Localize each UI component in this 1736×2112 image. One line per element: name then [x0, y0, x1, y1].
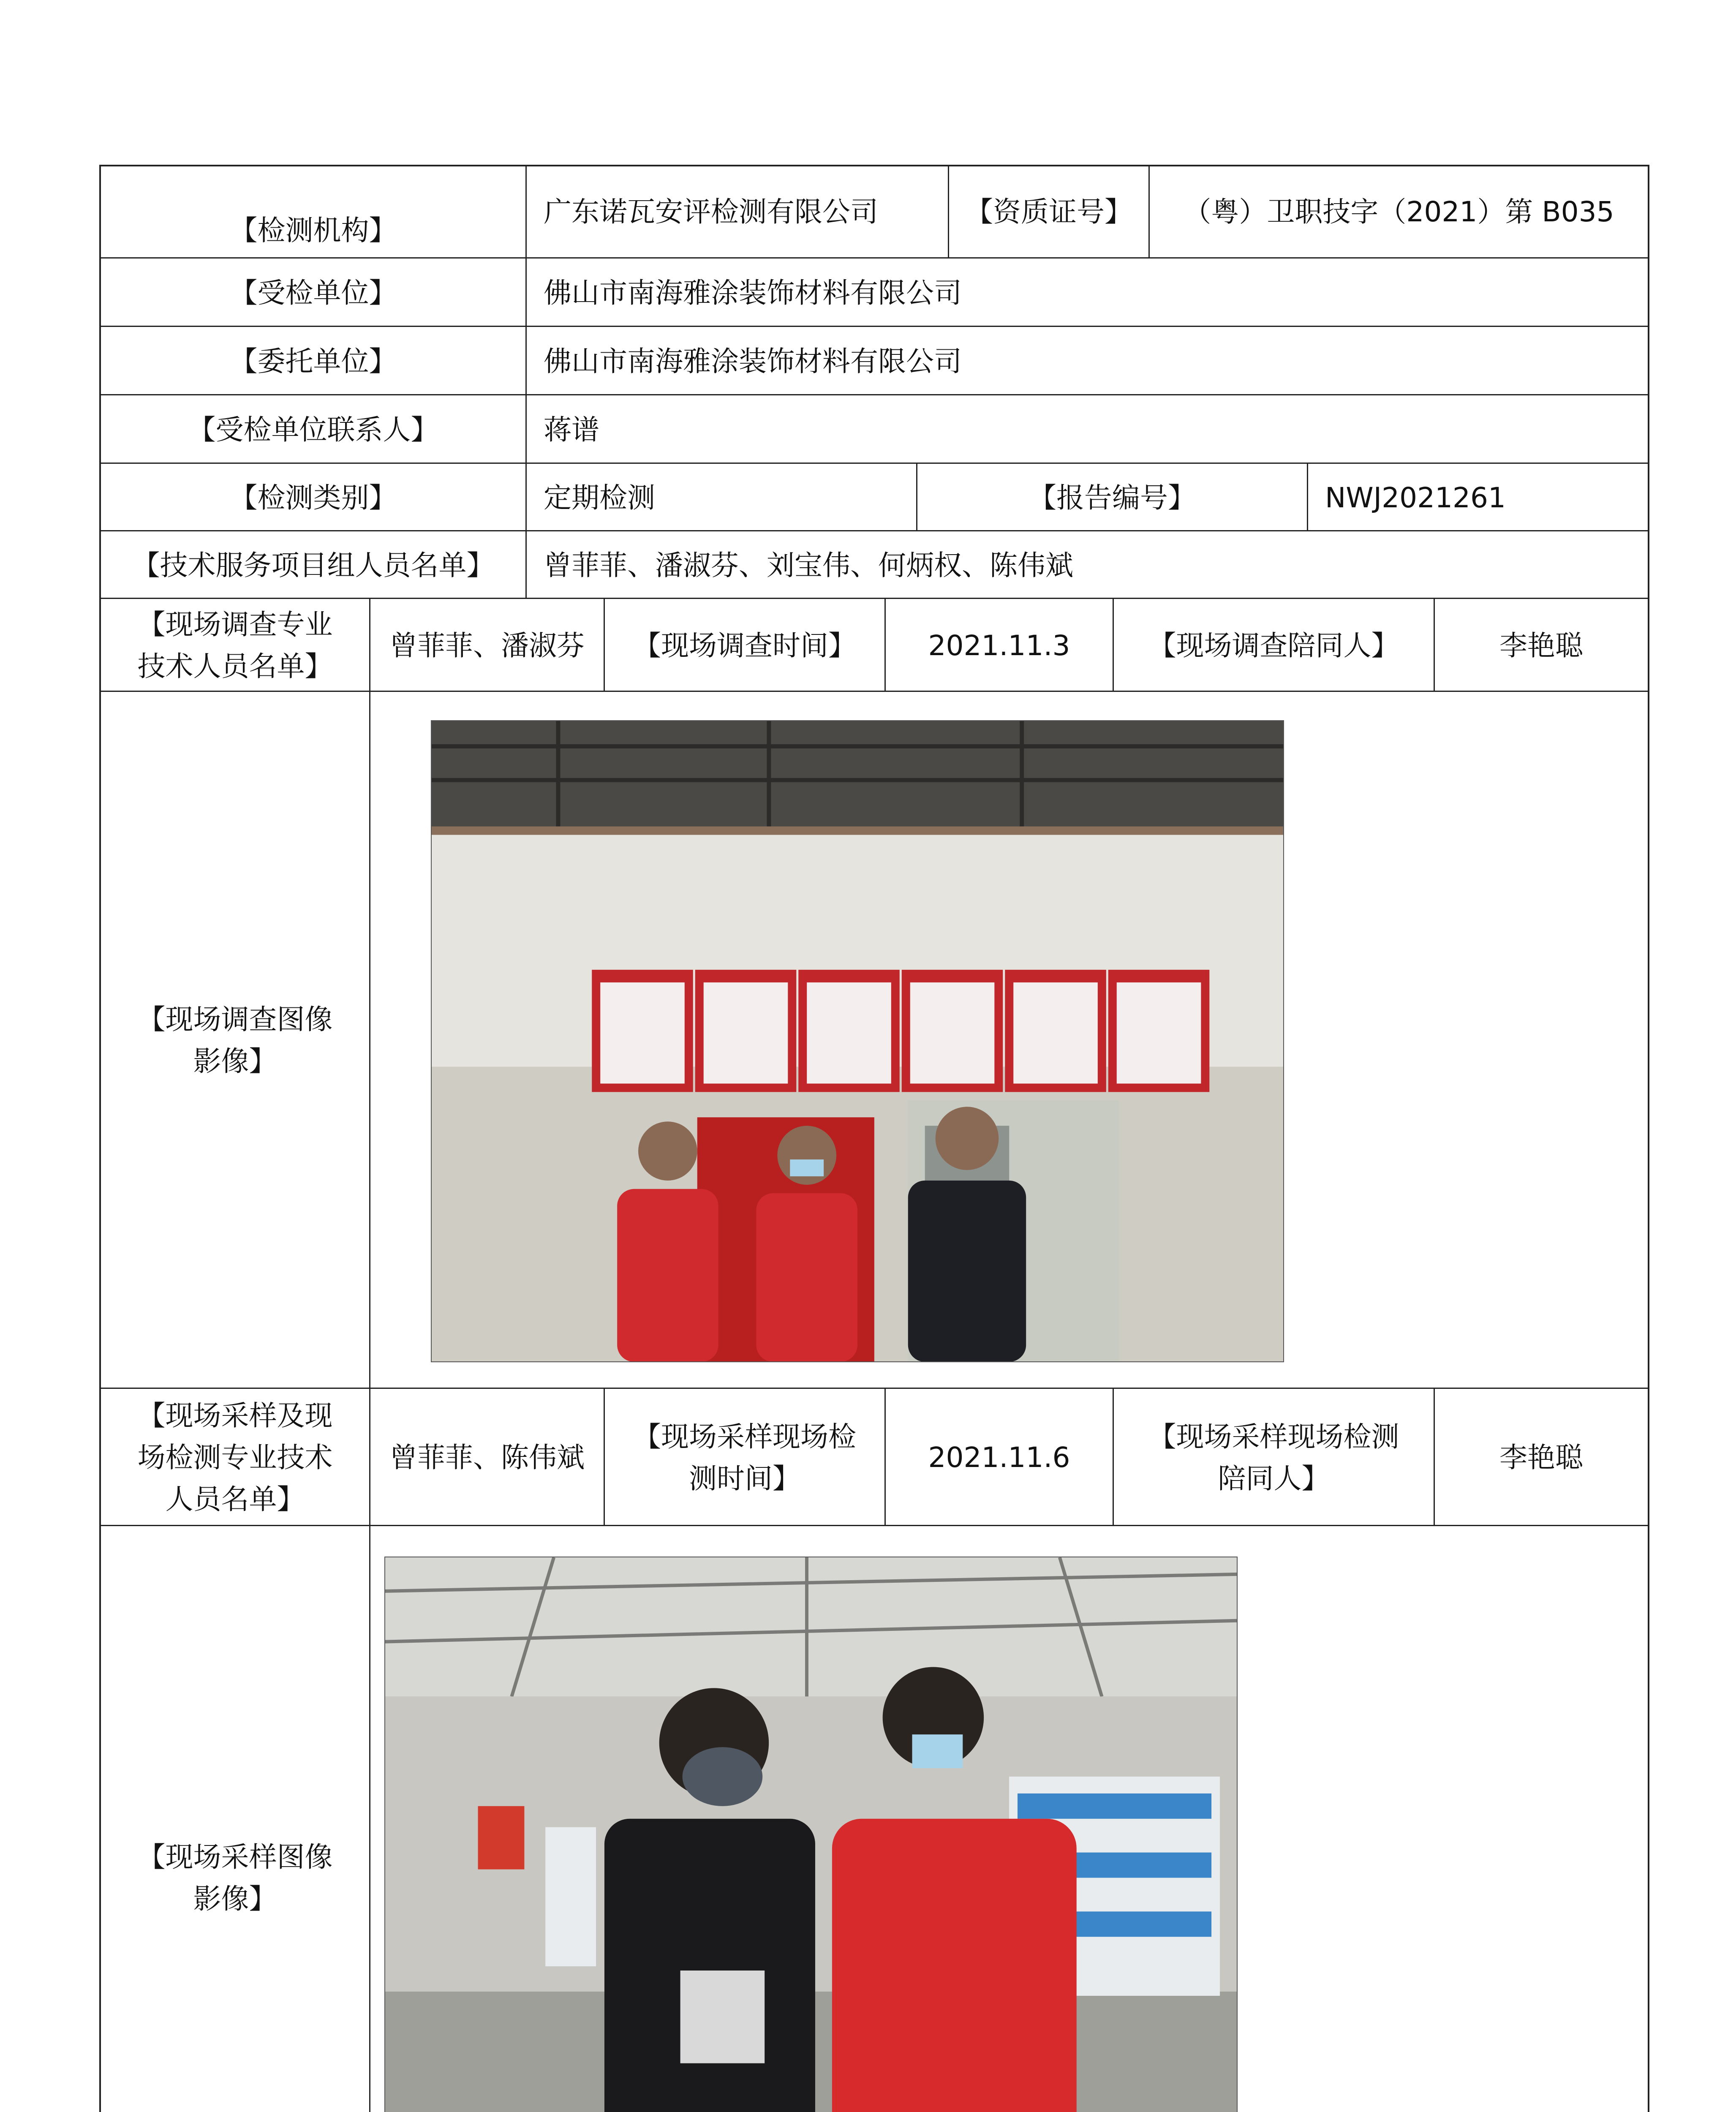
- contact-value: 蒋谱: [525, 395, 1648, 464]
- sampling-staff-label-line3: 人员名单】: [165, 1483, 305, 1516]
- survey-staff-value: 曾菲菲、潘淑芬: [369, 599, 604, 692]
- row-sampling-info: [101, 1388, 1648, 1526]
- sampling-time-label-line1: 【现场采样现场检: [633, 1420, 856, 1453]
- sampling-time-label: [604, 1389, 884, 1526]
- sampling-photo-scene: [385, 1557, 1237, 2112]
- category-value: 定期检测: [525, 464, 916, 531]
- qualification-value: （粤）卫职技字（2021）第 B035: [1148, 166, 1648, 257]
- survey-photo-scene: [432, 721, 1283, 1362]
- report-no-value: NWJ2021261: [1307, 464, 1648, 531]
- row-inspected-unit: [101, 257, 1648, 327]
- team-value: 曾菲菲、潘淑芬、刘宝伟、何炳权、陈伟斌: [525, 531, 1648, 599]
- sampling-photo-label-line2: 影像】: [193, 1883, 277, 1915]
- sampling-staff-label: [101, 1389, 369, 1526]
- sampling-time-value: 2021.11.6: [884, 1389, 1113, 1526]
- sampling-photo-label-line1: 【现场采样图像: [137, 1841, 333, 1873]
- contact-label: 【受检单位联系人】: [188, 413, 439, 446]
- sampling-escort-value: 李艳聪: [1434, 1389, 1648, 1526]
- row-team: [101, 530, 1648, 599]
- survey-photo-label: [101, 692, 369, 1389]
- survey-time-label: 【现场调查时间】: [604, 599, 884, 692]
- survey-photo-label-line1: 【现场调查图像: [137, 1003, 333, 1036]
- sampling-staff-label-line1: 【现场采样及现: [137, 1399, 333, 1432]
- row-category: [101, 463, 1648, 531]
- row-client-unit: [101, 326, 1648, 395]
- survey-escort-label: 【现场调查陪同人】: [1113, 599, 1434, 692]
- sampling-photo: [384, 1557, 1238, 2112]
- survey-escort-value: 李艳聪: [1434, 599, 1648, 692]
- survey-staff-label: [101, 599, 369, 692]
- sampling-staff-value: 曾菲菲、陈伟斌: [369, 1389, 604, 1526]
- category-label: 【检测类别】: [229, 481, 397, 514]
- inspection-org-value: 广东诺瓦安评检测有限公司: [525, 166, 948, 257]
- sampling-escort-label-line1: 【现场采样现场检测: [1148, 1420, 1399, 1453]
- inspection-org-label: 【检测机构】: [229, 214, 397, 247]
- row-contact: [101, 394, 1648, 464]
- row-survey-info: [101, 598, 1648, 692]
- survey-staff-label-line1: 【现场调查专业: [137, 608, 333, 641]
- inspected-unit-label: 【受检单位】: [229, 276, 397, 309]
- sampling-escort-label-line2: 陪同人】: [1218, 1462, 1330, 1495]
- survey-photo: [431, 720, 1284, 1362]
- sampling-time-label-line2: 测时间】: [689, 1462, 800, 1495]
- survey-time-value: 2021.11.3: [884, 599, 1113, 692]
- team-label: 【技术服务项目组人员名单】: [132, 549, 495, 582]
- client-unit-value: 佛山市南海雅涂装饰材料有限公司: [525, 327, 1648, 395]
- survey-staff-label-line2: 技术人员名单】: [137, 650, 333, 683]
- sampling-photo-label: [101, 1526, 369, 2112]
- sampling-escort-label: [1113, 1389, 1434, 1526]
- sampling-staff-label-line2: 场检测专业技术: [137, 1441, 333, 1474]
- qualification-label: 【资质证号】: [948, 166, 1148, 257]
- row-inspection-org: [101, 166, 1648, 257]
- inspected-unit-value: 佛山市南海雅涂装饰材料有限公司: [525, 259, 1648, 327]
- report-no-label: 【报告编号】: [916, 464, 1307, 531]
- survey-photo-label-line2: 影像】: [193, 1045, 277, 1078]
- client-unit-label: 【委托单位】: [229, 345, 397, 378]
